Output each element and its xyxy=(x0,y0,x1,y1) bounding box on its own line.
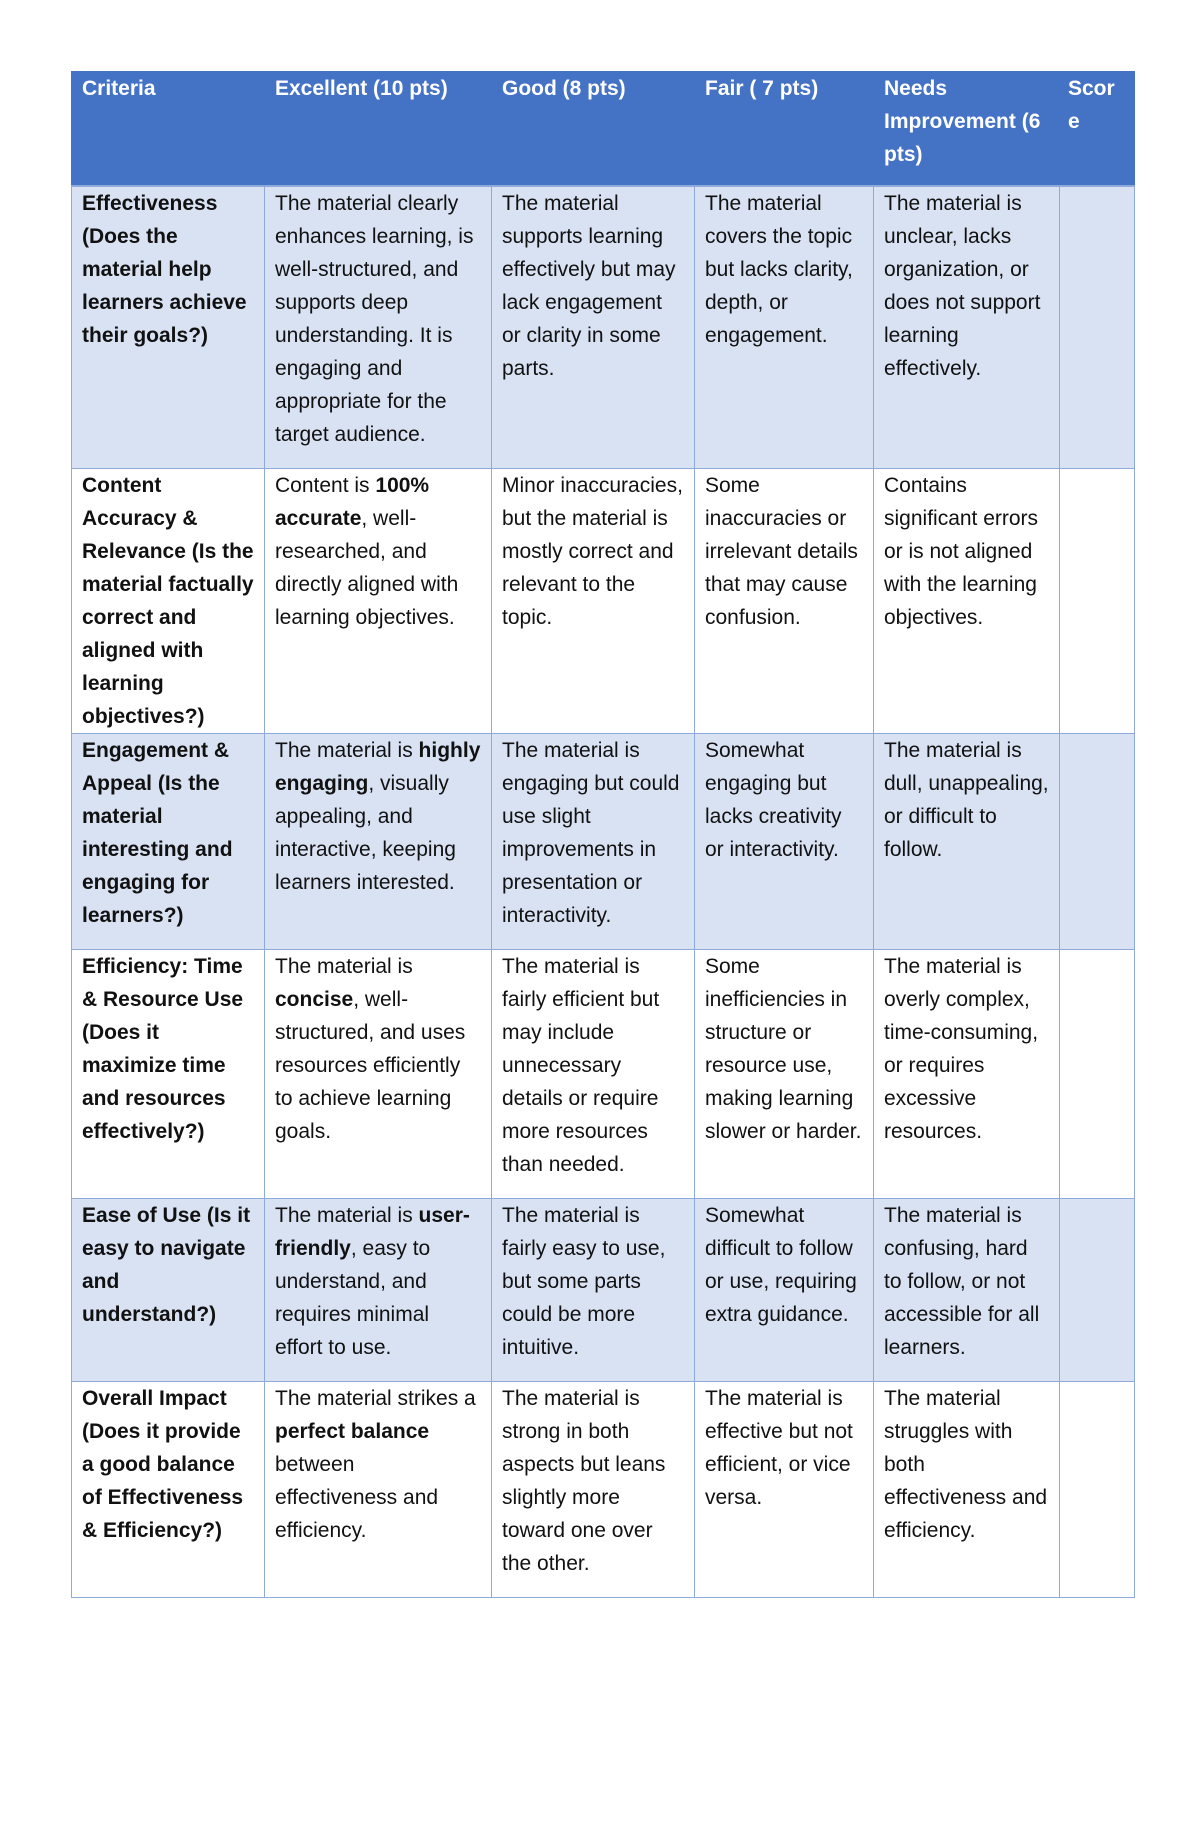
table-row xyxy=(72,1382,1135,1598)
good-cell: The material is fairly efficient but may include unnecessary details or require more resources than needed. xyxy=(492,950,695,1199)
score-cell[interactable] xyxy=(1060,734,1135,950)
fair-cell: The material covers the topic but lacks clarity, depth, or engagement. xyxy=(695,186,874,469)
criteria-cell: Efficiency: Time & Resource Use (Does it maximize time and resources effectively?) xyxy=(72,950,265,1199)
excellent-text-c: between effectiveness and efficiency. xyxy=(275,1453,439,1542)
good-cell: The material is engaging but could use slight improvements in presentation or interactivity. xyxy=(492,734,695,950)
table-row xyxy=(72,469,1135,734)
excellent-cell xyxy=(265,734,492,950)
excellent-text-a: The material strikes a xyxy=(275,1387,476,1410)
score-cell[interactable] xyxy=(1060,950,1135,1199)
header-criteria: Criteria xyxy=(72,72,265,187)
excellent-text-c: , easy to understand, and requires minimal effort to use. xyxy=(275,1237,431,1359)
excellent-text-a: The material is xyxy=(275,1204,419,1227)
fair-cell: Somewhat engaging but lacks creativity or interactivity. xyxy=(695,734,874,950)
needs-improvement-cell: The material is overly complex, time-consuming, or requires excessive resources. xyxy=(874,950,1060,1199)
excellent-text-c: , visually appealing, and interactive, keeping learners interested. xyxy=(275,772,456,894)
excellent-text-a: The material is xyxy=(275,955,413,978)
rubric-body xyxy=(72,186,1135,1598)
score-cell[interactable] xyxy=(1060,1382,1135,1598)
rubric-table xyxy=(71,71,1135,1598)
score-cell[interactable] xyxy=(1060,1199,1135,1382)
criteria-cell: Ease of Use (Is it easy to navigate and understand?) xyxy=(72,1199,265,1382)
excellent-cell xyxy=(265,1382,492,1598)
criteria-cell: Effectiveness (Does the material help learners achieve their goals?) xyxy=(72,186,265,469)
excellent-text-c: , well-structured, and uses resources efficiently to achieve learning goals. xyxy=(275,988,466,1143)
needs-improvement-cell: The material is confusing, hard to follow, or not accessible for all learners. xyxy=(874,1199,1060,1382)
rubric-header xyxy=(72,72,1135,187)
excellent-text-a: The material is xyxy=(275,739,419,762)
criteria-cell: Content Accuracy & Relevance (Is the material factually correct and aligned with learning objectives?) xyxy=(72,469,265,734)
excellent-text-emphasis: user-friendly xyxy=(275,1204,470,1260)
table-row xyxy=(72,734,1135,950)
score-cell[interactable] xyxy=(1060,469,1135,734)
fair-cell: Some inaccuracies or irrelevant details that may cause confusion. xyxy=(695,469,874,734)
needs-improvement-cell: Contains significant errors or is not aligned with the learning objectives. xyxy=(874,469,1060,734)
fair-cell: Somewhat difficult to follow or use, requiring extra guidance. xyxy=(695,1199,874,1382)
header-good: Good (8 pts) xyxy=(492,72,695,187)
excellent-cell xyxy=(265,1199,492,1382)
good-cell: The material is fairly easy to use, but some parts could be more intuitive. xyxy=(492,1199,695,1382)
criteria-cell: Overall Impact (Does it provide a good balance of Effectiveness & Efficiency?) xyxy=(72,1382,265,1598)
needs-improvement-cell: The material struggles with both effectiveness and efficiency. xyxy=(874,1382,1060,1598)
needs-improvement-cell: The material is dull, unappealing, or difficult to follow. xyxy=(874,734,1060,950)
table-row xyxy=(72,186,1135,469)
fair-cell: Some inefficiencies in structure or resource use, making learning slower or harder. xyxy=(695,950,874,1199)
excellent-cell xyxy=(265,469,492,734)
excellent-text-emphasis: 100% accurate xyxy=(275,474,430,530)
excellent-cell xyxy=(265,950,492,1199)
excellent-text-c: , well-researched, and directly aligned with learning objectives. xyxy=(275,507,459,629)
excellent-text-emphasis: perfect balance xyxy=(275,1420,430,1443)
score-cell[interactable] xyxy=(1060,186,1135,469)
header-row xyxy=(72,72,1135,187)
header-needs-improvement: Needs Improvement (6 pts) xyxy=(874,72,1060,187)
header-score: Score xyxy=(1060,72,1135,187)
excellent-cell: The material clearly enhances learning, is well-structured, and supports deep understanding. It is engaging and appropriate for the target audience. xyxy=(265,186,492,469)
fair-cell: The material is effective but not efficient, or vice versa. xyxy=(695,1382,874,1598)
needs-improvement-cell: The material is unclear, lacks organization, or does not support learning effectively. xyxy=(874,186,1060,469)
good-cell: The material is strong in both aspects but leans slightly more toward one over the other. xyxy=(492,1382,695,1598)
table-row xyxy=(72,1199,1135,1382)
criteria-cell: Engagement & Appeal (Is the material interesting and engaging for learners?) xyxy=(72,734,265,950)
table-row xyxy=(72,950,1135,1199)
good-cell: The material supports learning effectively but may lack engagement or clarity in some parts. xyxy=(492,186,695,469)
rubric-page xyxy=(71,71,1134,1598)
header-fair: Fair ( 7 pts) xyxy=(695,72,874,187)
good-cell: Minor inaccuracies, but the material is mostly correct and relevant to the topic. xyxy=(492,469,695,734)
excellent-text-emphasis: concise xyxy=(275,988,354,1011)
header-excellent: Excellent (10 pts) xyxy=(265,72,492,187)
excellent-text-a: Content is xyxy=(275,474,376,497)
excellent-text-emphasis: highly engaging xyxy=(275,739,481,795)
